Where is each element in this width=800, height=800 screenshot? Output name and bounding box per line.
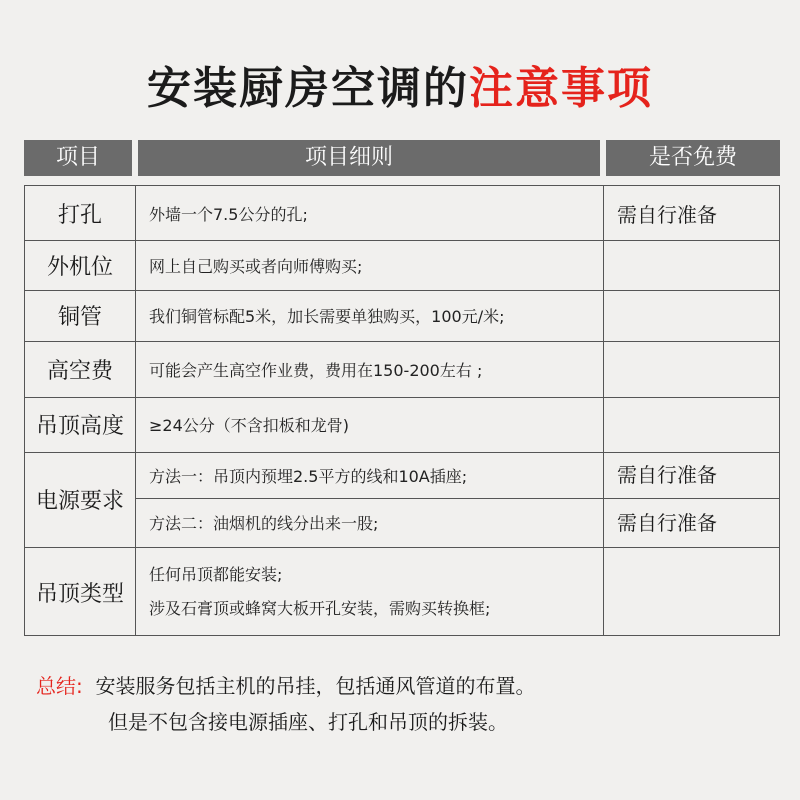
title-main: 安装厨房空调的 [147,63,469,114]
table-row-fee: 需自行准备 [617,462,717,487]
column-divider [135,186,136,635]
table-row-fee: 需自行准备 [617,202,717,227]
table-row-fee [617,240,777,290]
table-row-item: 铜管 [57,305,102,330]
summary-line-1 [36,668,535,704]
table-row-fee: 需自行准备 [617,510,717,535]
summary [36,668,535,740]
table-row-item: 高空费 [46,358,113,384]
table-row-detail: 我们铜管标配5米，加长需要单独购买，100元/米; [149,307,505,326]
table-row-detail: 方法二：油烟机的线分出来一股; [149,514,379,533]
table-row-detail: ≥24公分（不含扣板和龙骨) [149,416,350,435]
table-row-detail: 外墙一个7.5公分的孔; [149,204,308,224]
table-row-detail: 网上自己购买或者向师傅购买; [149,256,363,276]
table-row-fee [617,290,777,341]
summary-text-1: 安装服务包括主机的吊挂，包括通风管道的布置。 [95,674,536,698]
detail-line: 涉及石膏顶或蜂窝大板开孔安装，需购买转换框; [149,599,491,618]
table-row-fee [617,341,777,397]
table-row-fee [617,397,777,452]
column-divider [603,186,604,635]
notes-table [24,185,780,636]
table-row-item: 吊顶类型 [35,581,124,607]
table-row-detail: 可能会产生高空作业费，费用在150-200左右 ; [149,360,483,380]
table-row-detail: 方法一：吊顶内预埋2.5平方的线和10A插座; [149,466,468,486]
table-row-item: 吊顶高度 [35,414,124,439]
page-title [0,52,800,116]
header-details: 项目细则 [138,140,600,176]
title-highlight: 注意事项 [469,63,653,114]
summary-label: 总结: [36,674,83,698]
table-row-item: 打孔 [57,202,102,228]
table-row-item: 电源要求 [35,489,124,514]
table-row-detail [149,547,599,637]
table-row-fee [617,547,777,637]
summary-text-2: 但是不包含接电源插座、打孔和吊顶的拆装。 [108,710,508,734]
detail-line: 任何吊顶都能安装; [149,565,283,584]
header-fee: 是否免费 [606,140,780,176]
header-item: 项目 [24,140,132,176]
table-row-item: 外机位 [46,254,113,280]
table-header [24,140,780,176]
